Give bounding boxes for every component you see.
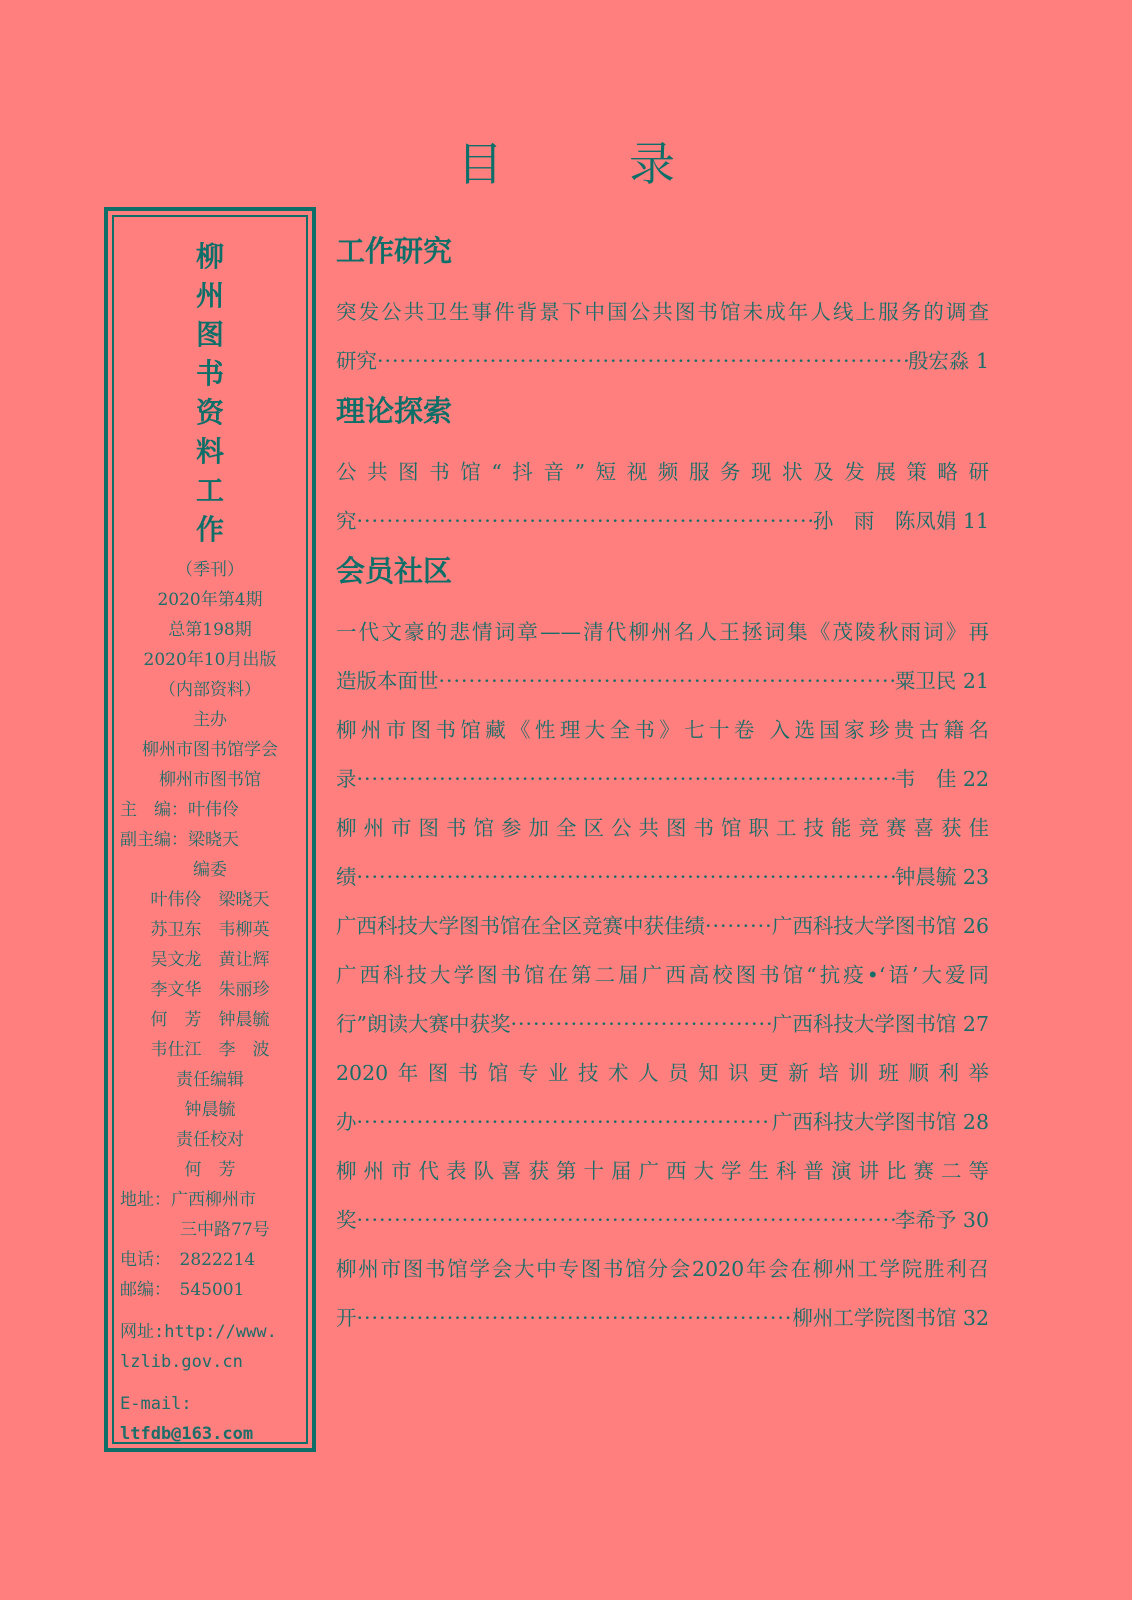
total-issue: 总第198期 [168,620,252,640]
masthead-box [104,207,316,1452]
toc-entry[interactable] [336,951,989,1049]
entry-author-page: 殷宏淼 1 [907,349,989,373]
spacer [114,1305,306,1317]
entry-title-end: 绩 [336,865,357,889]
internal-note: （内部资料） [159,680,261,700]
entry-author-page: 钟晨毓 23 [894,865,989,889]
entry-leader-line [336,902,989,951]
committee-label: 编委 [193,860,227,880]
journal-name-char: 书 [195,357,224,390]
journal-name-char: 柳 [195,240,224,273]
entry-title-line: 柳州市图书馆学会大中专图书馆分会2020年会在柳州工学院胜利召 [336,1257,989,1281]
entry-leader-line [336,1098,989,1147]
entry-author-page: 广西科技大学图书馆 27 [771,1012,989,1036]
toc-entry[interactable] [336,1245,989,1343]
journal-name-char: 料 [195,435,224,468]
entry-leader-line [336,657,989,706]
section-title: 理论探索 [336,394,453,428]
responsible-editor: 钟晨毓 [184,1100,236,1120]
journal-name-char: 工 [195,474,224,507]
dot-leader [357,1098,772,1147]
entry-author-page: 韦 佳 22 [894,767,989,791]
entry-author-page: 孙 雨 陈凤娟 11 [812,509,989,533]
committee-row: 吴文龙 黄让辉 [150,950,270,970]
masthead-info [114,555,306,1449]
entry-leader-line [336,337,989,386]
dot-leader [357,1196,895,1245]
sponsor-label: 主办 [193,710,227,730]
entry-author-page: 广西科技大学图书馆 28 [771,1110,989,1134]
proofreader: 何 芳 [184,1160,236,1180]
postcode: 邮编： 545001 [120,1280,245,1300]
address-line-2: 三中路77号 [180,1220,270,1240]
entry-author-page: 柳州工学院图书馆 32 [792,1306,989,1330]
entry-leader-line [336,755,989,804]
toc-entry[interactable] [336,608,989,706]
frequency: （季刊） [176,560,244,580]
entry-title-end: 研究 [336,349,377,373]
entry-title-end: 录 [336,767,357,791]
entry-title-line: 突发公共卫生事件背景下中国公共图书馆未成年人线上服务的调查 [336,300,989,324]
dot-leader [357,853,895,902]
entry-author-page: 李希予 30 [894,1208,989,1232]
entry-leader-line [336,1294,989,1343]
entry-author-page: 粟卫民 21 [894,669,989,693]
section-title: 会员社区 [336,554,453,588]
toc-entry[interactable] [336,706,989,804]
dot-leader [439,657,895,706]
email: ltfdb@163.com [120,1424,254,1444]
entry-leader-line [336,853,989,902]
entry-title-line: 2020年图书馆专业技术人员知识更新培训班顺利举 [336,1061,989,1085]
toc-content [336,226,989,1343]
journal-name-char: 图 [195,318,224,351]
entry-title-line: 一代文豪的悲情词章——清代柳州名人王拯词集《茂陵秋雨词》再 [336,620,989,644]
entry-leader-line [336,1196,989,1245]
toc-entry[interactable] [336,902,989,951]
committee-row: 苏卫东 韦柳英 [150,920,270,940]
address-line-1: 地址：广西柳州市 [120,1190,256,1210]
entry-leader-line [336,497,989,546]
entry-title-end: 造版本面世 [336,669,439,693]
website-line-2: lzlib.gov.cn [120,1352,243,1372]
committee-row: 何 芳 钟晨毓 [150,1010,270,1030]
committee-row: 韦仕江 李 波 [150,1040,270,1060]
journal-name [114,237,306,549]
entry-title-line: 公共图书馆“抖音”短视频服务现状及发展策略研 [336,460,989,484]
dot-leader [377,337,908,386]
dot-leader [357,497,813,546]
dot-leader [705,902,772,951]
committee-row: 叶伟伶 梁晓天 [150,890,270,910]
entry-title-end: 办 [336,1110,357,1134]
entry-author-page: 广西科技大学图书馆 26 [771,914,989,938]
entry-title: 广西科技大学图书馆在全区竞赛中获佳绩 [336,914,705,938]
entry-title-end: 行”朗读大赛中获奖 [336,1012,511,1036]
entry-title-line: 柳州市代表队喜获第十届广西大学生科普演讲比赛二等 [336,1159,989,1183]
sponsor-2: 柳州市图书馆 [159,770,261,790]
website-line-1: 网址:http://www. [120,1322,277,1342]
committee-row: 李文华 朱丽珍 [150,980,270,1000]
section-title: 工作研究 [336,234,453,268]
deputy-editor: 副主编：梁晓天 [120,830,239,850]
entry-title-end: 奖 [336,1208,357,1232]
chief-editor: 主 编：叶伟伶 [120,800,239,820]
phone: 电话： 2822214 [120,1250,256,1270]
issue: 2020年第4期 [157,590,263,610]
dot-leader [510,1000,771,1049]
entry-title-end: 究 [336,509,357,533]
journal-name-char: 资 [195,396,224,429]
entry-leader-line [336,1000,989,1049]
dot-leader [357,1294,793,1343]
responsible-editor-label: 责任编辑 [176,1070,244,1090]
journal-name-char: 州 [195,279,224,312]
toc-entry[interactable] [336,1049,989,1147]
toc-entry[interactable] [336,448,989,546]
proofreader-label: 责任校对 [176,1130,244,1150]
entry-title-line: 广西科技大学图书馆在第二届广西高校图书馆“抗疫•‘语’大爱同 [336,963,989,987]
toc-entry[interactable] [336,1147,989,1245]
page-title: 目 录 [457,137,715,191]
masthead-inner [112,215,308,1444]
dot-leader [357,755,895,804]
entry-title-line: 柳州市图书馆藏《性理大全书》七十卷 入选国家珍贵古籍名 [336,718,989,742]
sponsor-1: 柳州市图书馆学会 [142,740,278,760]
entry-title-line: 柳州市图书馆参加全区公共图书馆职工技能竞赛喜获佳 [336,816,989,840]
toc-entry[interactable] [336,288,989,386]
email-label: E-mail: [120,1394,192,1414]
entry-title-end: 开 [336,1306,357,1330]
publish-date: 2020年10月出版 [143,650,277,670]
spacer [114,1377,306,1389]
journal-name-char: 作 [195,513,224,546]
toc-entry[interactable] [336,804,989,902]
